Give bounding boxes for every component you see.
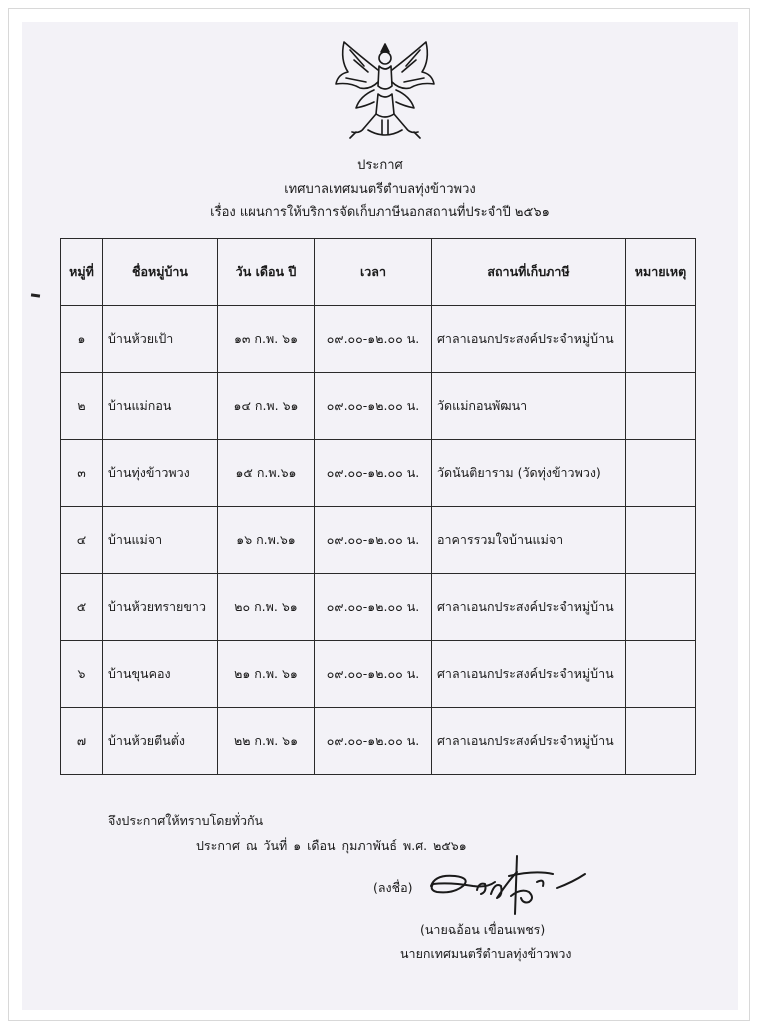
handwritten-signature — [425, 852, 590, 922]
date-cell: ๒๒ ก.พ. ๖๑ — [218, 708, 315, 775]
date-cell: ๑๖ ก.พ.๖๑ — [218, 507, 315, 574]
place-cell: อาคารรวมใจบ้านแม่จา — [432, 507, 626, 574]
place-cell: ศาลาเอนกประสงค์ประจำหมู่บ้าน — [432, 641, 626, 708]
date-cell: ๑๕ ก.พ.๖๑ — [218, 440, 315, 507]
table-row — [61, 440, 696, 507]
time-cell: ๐๙.๐๐-๑๒.๐๐ น. — [315, 708, 432, 775]
moo-cell: ๔ — [61, 507, 103, 574]
date-cell: ๒๑ ก.พ. ๖๑ — [218, 641, 315, 708]
note-cell — [626, 373, 696, 440]
table-row — [61, 708, 696, 775]
table-row — [61, 373, 696, 440]
column-header: หมายเหตุ — [626, 239, 696, 306]
place-cell: วัดแม่กอนพัฒนา — [432, 373, 626, 440]
date-cell: ๒๐ ก.พ. ๖๑ — [218, 574, 315, 641]
village-cell: บ้านห้วยตีนตั่ง — [103, 708, 218, 775]
note-cell — [626, 708, 696, 775]
place-cell: วัดนันติยาราม (วัดทุ่งข้าวพวง) — [432, 440, 626, 507]
note-cell — [626, 306, 696, 373]
place-cell: ศาลาเอนกประสงค์ประจำหมู่บ้าน — [432, 708, 626, 775]
tax-collection-table — [60, 238, 696, 775]
village-cell: บ้านขุนคอง — [103, 641, 218, 708]
time-cell: ๐๙.๐๐-๑๒.๐๐ น. — [315, 440, 432, 507]
column-header: ชื่อหมู่บ้าน — [103, 239, 218, 306]
village-cell: บ้านทุ่งข้าวพวง — [103, 440, 218, 507]
time-cell: ๐๙.๐๐-๑๒.๐๐ น. — [315, 306, 432, 373]
time-cell: ๐๙.๐๐-๑๒.๐๐ น. — [315, 507, 432, 574]
announcement-title: ประกาศ — [357, 158, 403, 173]
time-cell: ๐๙.๐๐-๑๒.๐๐ น. — [315, 641, 432, 708]
date-cell: ๑๓ ก.พ. ๖๑ — [218, 306, 315, 373]
place-cell: ศาลาเอนกประสงค์ประจำหมู่บ้าน — [432, 574, 626, 641]
table-row — [61, 306, 696, 373]
village-cell: บ้านแม่จา — [103, 507, 218, 574]
note-cell — [626, 641, 696, 708]
table-row — [61, 574, 696, 641]
announcement-subject: เรื่อง แผนการให้บริการจัดเก็บภาษีนอกสถานที่ประจำปี ๒๕๖๑ — [210, 205, 550, 220]
date-cell: ๑๔ ก.พ. ๖๑ — [218, 373, 315, 440]
village-cell: บ้านแม่กอน — [103, 373, 218, 440]
closing-notice: จึงประกาศให้ทราบโดยทั่วกัน — [108, 813, 264, 828]
moo-cell: ๓ — [61, 440, 103, 507]
column-header: สถานที่เก็บภาษี — [432, 239, 626, 306]
time-cell: ๐๙.๐๐-๑๒.๐๐ น. — [315, 373, 432, 440]
time-cell: ๐๙.๐๐-๑๒.๐๐ น. — [315, 574, 432, 641]
note-cell — [626, 440, 696, 507]
village-cell: บ้านห้วยทรายขาว — [103, 574, 218, 641]
table-row — [61, 641, 696, 708]
municipality-name: เทศบาลเทศมนตรีตำบลทุ่งข้าวพวง — [284, 182, 476, 197]
garuda-emblem — [330, 36, 440, 146]
column-header: เวลา — [315, 239, 432, 306]
column-header: หมู่ที่ — [61, 239, 103, 306]
signatory-name: (นายฉอ้อน เขื่อนเพชร) — [420, 922, 546, 937]
moo-cell: ๑ — [61, 306, 103, 373]
moo-cell: ๗ — [61, 708, 103, 775]
village-cell: บ้านห้วยเป้า — [103, 306, 218, 373]
note-cell — [626, 507, 696, 574]
moo-cell: ๕ — [61, 574, 103, 641]
note-cell — [626, 574, 696, 641]
column-header: วัน เดือน ปี — [218, 239, 315, 306]
table-row — [61, 507, 696, 574]
signatory-position: นายกเทศมนตรีตำบลทุ่งข้าวพวง — [400, 946, 572, 961]
signed-label: (ลงชื่อ) — [373, 880, 413, 895]
moo-cell: ๖ — [61, 641, 103, 708]
place-cell: ศาลาเอนกประสงค์ประจำหมู่บ้าน — [432, 306, 626, 373]
table-header-row — [61, 239, 696, 306]
announcement-date: ประกาศ ณ วันที่ ๑ เดือน กุมภาพันธ์ พ.ศ. ๒๕๖๑ — [196, 838, 467, 853]
moo-cell: ๒ — [61, 373, 103, 440]
